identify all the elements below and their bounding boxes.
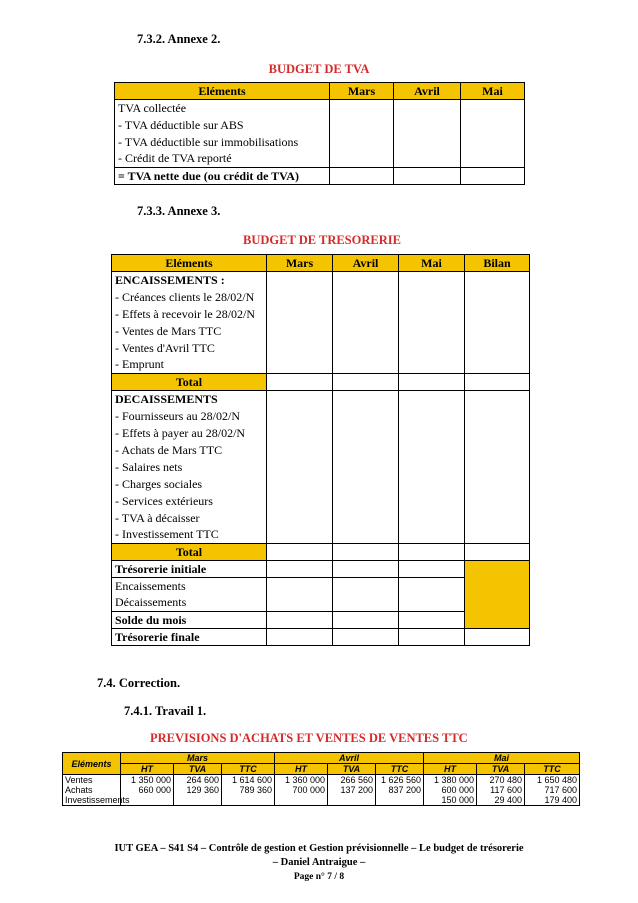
table-total-row: Total (112, 374, 530, 391)
cell-value (174, 795, 222, 806)
row-label: Investissements (63, 795, 121, 806)
col-elements: Eléments (63, 753, 121, 775)
cell-value: 129 360 (174, 785, 222, 795)
col-avril: Avril (333, 255, 399, 272)
col-mai: Mai (399, 255, 465, 272)
table-row: - Charges sociales (112, 476, 530, 493)
cell-value: 837 200 (376, 785, 424, 795)
table-total-row: Total (112, 544, 530, 561)
subheader-ttc: TTC (525, 764, 580, 775)
table-row: Trésorerie initiale (112, 561, 530, 578)
previsions-title: PREVISIONS D'ACHATS ET VENTES DE VENTES TTC (150, 731, 468, 745)
table-row: - Effets à recevoir le 28/02/N (112, 306, 530, 323)
cell-value: 1 360 000 (275, 775, 328, 786)
cell-value (376, 795, 424, 806)
subheader-tva: TVA (174, 764, 222, 775)
table-row: - TVA à décaisser (112, 510, 530, 527)
subheader-ht: HT (424, 764, 477, 775)
previsions-table (62, 752, 580, 806)
annexe2-heading: 7.3.2. Annexe 2. (137, 32, 221, 46)
table-row: Décaissements (112, 595, 530, 612)
cell-value: 1 626 560 (376, 775, 424, 786)
footer-line2: – Daniel Antraigue – (272, 857, 366, 868)
table-header-row (115, 83, 525, 100)
cell-value: 270 480 (477, 775, 525, 786)
cell-value: 1 350 000 (121, 775, 174, 786)
cell-value (222, 795, 275, 806)
table-row: - Ventes de Mars TTC (112, 323, 530, 340)
col-avril: Avril (394, 83, 461, 100)
table-row (63, 775, 580, 786)
table-row: Solde du mois (112, 612, 530, 629)
table-row: ENCAISSEMENTS : (112, 272, 530, 289)
footer (0, 842, 638, 884)
footer-line1: IUT GEA – S41 S4 – Contrôle de gestion et Gestion prévisionnelle – Le budget de trésorerie (114, 843, 524, 854)
subheader-ttc: TTC (376, 764, 424, 775)
cell-value: 1 380 000 (424, 775, 477, 786)
cell-value: 789 360 (222, 785, 275, 795)
col-mars: Mars (267, 255, 333, 272)
table-total-row: = TVA nette due (ou crédit de TVA) (115, 168, 525, 185)
correction-heading: 7.4. Correction. (97, 676, 181, 690)
table-row: - TVA déductible sur ABS (115, 117, 525, 134)
table-row: - Emprunt (112, 357, 530, 374)
table-row: DECAISSEMENTS (112, 391, 530, 408)
table-row: - Achats de Mars TTC (112, 442, 530, 459)
row-label: Achats (63, 785, 121, 795)
budget-tva-table (114, 82, 525, 185)
cell-value: 137 200 (328, 785, 376, 795)
month-avril: Avril (275, 753, 424, 764)
table-row: - Services extérieurs (112, 493, 530, 510)
table-row: - Effets à payer au 28/02/N (112, 425, 530, 442)
table-row: - Créances clients le 28/02/N (112, 289, 530, 306)
col-mai: Mai (461, 83, 525, 100)
budget-tresorerie-table (111, 254, 530, 646)
budget-tva-title: BUDGET DE TVA (268, 62, 370, 76)
col-mars: Mars (330, 83, 394, 100)
table-row: - Salaires nets (112, 459, 530, 476)
cell-value: 150 000 (424, 795, 477, 806)
table-row: - TVA déductible sur immobilisations (115, 134, 525, 151)
cell-value (328, 795, 376, 806)
cell-value (275, 795, 328, 806)
month-mai: Mai (424, 753, 580, 764)
subheader-ht: HT (275, 764, 328, 775)
table-row: - Investissement TTC (112, 527, 530, 544)
table-row: TVA collectée (115, 100, 525, 117)
footer-page: Page n° 7 / 8 (293, 872, 345, 882)
cell-value: 1 650 480 (525, 775, 580, 786)
cell-value: 600 000 (424, 785, 477, 795)
table-header-row (112, 255, 530, 272)
table-row: - Crédit de TVA reporté (115, 151, 525, 168)
subheader-tva: TVA (477, 764, 525, 775)
subheader-ht: HT (121, 764, 174, 775)
cell-value: 660 000 (121, 785, 174, 795)
table-row: - Ventes d'Avril TTC (112, 340, 530, 357)
cell-value: 266 560 (328, 775, 376, 786)
table-row (63, 795, 580, 806)
table-row: - Fournisseurs au 28/02/N (112, 408, 530, 425)
table-row: Trésorerie finale (112, 629, 530, 646)
cell-value: 117 600 (477, 785, 525, 795)
budget-tresorerie-title: BUDGET DE TRESORERIE (243, 233, 401, 247)
cell-value: 700 000 (275, 785, 328, 795)
row-label: Ventes (63, 775, 121, 786)
travail1-heading: 7.4.1. Travail 1. (124, 704, 207, 718)
col-elements: Eléments (115, 83, 330, 100)
cell-value: 717 600 (525, 785, 580, 795)
annexe3-heading: 7.3.3. Annexe 3. (137, 204, 221, 218)
subheader-ttc: TTC (222, 764, 275, 775)
cell-value: 1 614 600 (222, 775, 275, 786)
subheader-tva: TVA (328, 764, 376, 775)
col-bilan: Bilan (465, 255, 530, 272)
col-elements: Eléments (112, 255, 267, 272)
table-row (63, 785, 580, 795)
cell-value: 29 400 (477, 795, 525, 806)
table-row: Encaissements (112, 578, 530, 595)
cell-value: 179 400 (525, 795, 580, 806)
month-mars: Mars (121, 753, 275, 764)
cell-value: 264 600 (174, 775, 222, 786)
